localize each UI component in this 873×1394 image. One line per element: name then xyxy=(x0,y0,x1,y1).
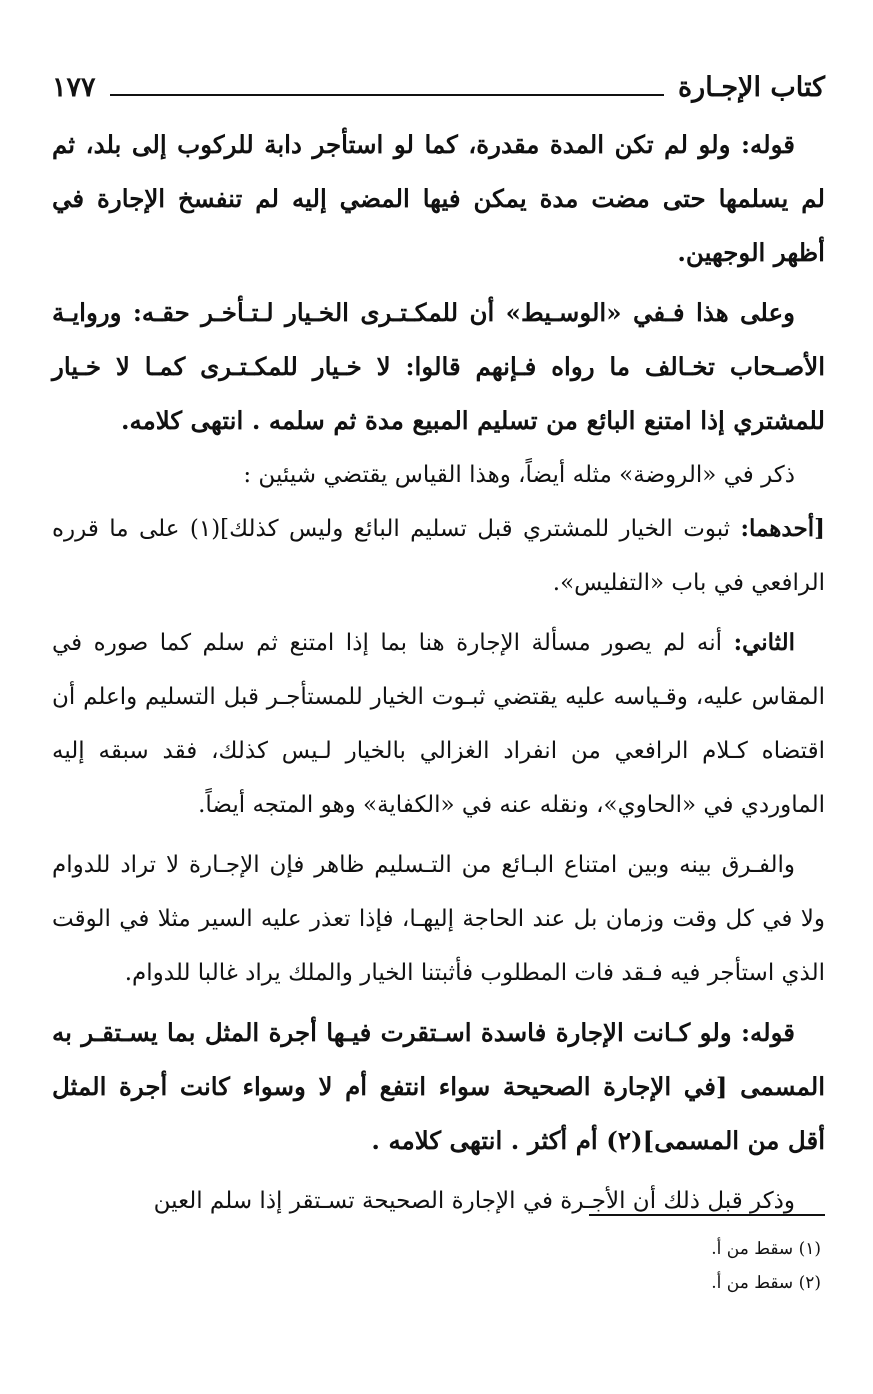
paragraph-lead: الثاني: xyxy=(733,629,795,656)
footnotes xyxy=(52,1232,821,1300)
paragraph xyxy=(52,616,825,832)
paragraph xyxy=(52,838,825,1000)
paragraph-text: قوله: ولو كـانت الإجارة فاسدة اسـتقرت فيـها أجرة المثل بما يسـتقـر به المسمى [في الإجارة الصحيحة سواء انتفع أم لا وسواء كانت أجرة المثل أقل من المسمى](٢) أم أكثر . انتهى كلامه . xyxy=(52,1018,825,1155)
footnote: (١) سقط من أ. xyxy=(711,1239,821,1259)
paragraph-text: ذكر في «الروضة» مثله أيضاً، وهذا القياس يقتضي شيئين : xyxy=(243,462,795,488)
paragraph-lead: [أحدهما: xyxy=(740,515,825,542)
paragraph-text: قوله: ولو لم تكن المدة مقدرة، كما لو استأجر دابة للركوب إلى بلد، ثم لم يسلمها حتى مضت مدة يمكن فيها المضي إليه لم تنفسخ الإجارة في أظهر الوجهين. xyxy=(52,130,825,267)
paragraph-text: أنه لم يصور مسألة الإجارة هنا بما إذا امتنع ثم سلم كما صوره في المقاس عليه، وقـياسه عليه يقتضي ثبـوت الخيار للمستأجـر قبل التسليم واعلم أن اقتضاه كـلام الرافعي من انفراد الغزالي بالخيار لـيس كذلك، فقد سبقه إليه الماوردي في «الحاوي»، ونقله عنه في «الكفاية» وهو المتجه أيضاً. xyxy=(52,630,825,818)
running-title: كتاب الإجـارة xyxy=(678,71,825,103)
page-header xyxy=(52,62,825,112)
paragraph xyxy=(52,286,825,448)
paragraph xyxy=(52,1174,825,1228)
paragraph-text: وعلى هذا فـفي «الوسـيط» أن للمكـتـرى الخـيار لـتـأخـر حقـه: وروايـة الأصـحاب تخـالف ما رواه فـإنهم قالوا: لا خـيار للمكـتـرى كمـا لا خـيار للمشتري إذا امتنع البائع من تسليم المبيع مدة ثم سلمه . انتهى كلامه. xyxy=(52,298,825,435)
main-text xyxy=(52,118,825,1228)
page-number: ١٧٧ xyxy=(52,71,96,103)
header-rule xyxy=(110,94,665,96)
paragraph-text: والفـرق بينه وبين امتناع البـائع من التـسليم ظاهر فإن الإجـارة لا تراد للدوام ولا في كل وقت وزمان بل عند الحاجة إليهـا، فإذا تعذر عليه السير مثلا في الوقت الذي استأجر فيه فـقد فات المطلوب فأثبتنا الخيار والملك يراد غالبا للدوام. xyxy=(52,852,825,986)
paragraph-text: ثبوت الخيار للمشتري قبل تسليم البائع وليس كذلك](١) على ما قرره الرافعي في باب «التفليس». xyxy=(52,516,825,596)
paragraph xyxy=(52,448,825,502)
paragraph xyxy=(52,118,825,280)
paragraph xyxy=(52,1006,825,1168)
paragraph xyxy=(52,502,825,610)
footnote: (٢) سقط من أ. xyxy=(711,1273,821,1293)
paragraph-text: وذكر قبل ذلك أن الأجـرة في الإجارة الصحيحة تسـتقر إذا سلم العين xyxy=(153,1188,795,1214)
footnote-rule xyxy=(589,1214,825,1216)
